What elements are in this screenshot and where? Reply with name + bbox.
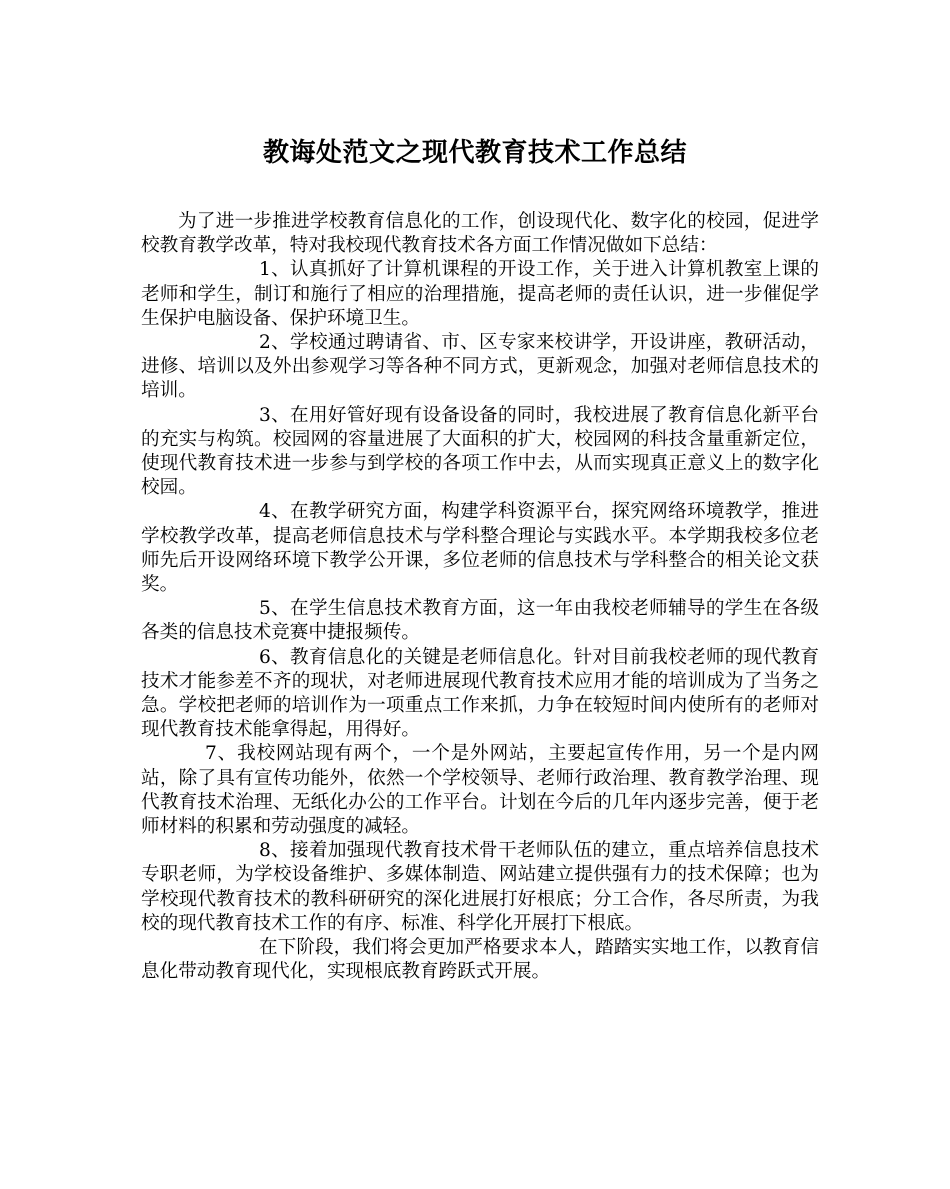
paragraph-item-3: 3、在用好管好现有设备设备的同时，我校进展了教育信息化新平台的充实与构筑。校园网的容量进展了大面积的扩大，校园网的科技含量重新定位，使现代教育技术进一步参与到学校的各项工作中去，从而实现真正意义上的数字化校园。 xyxy=(141,404,819,499)
paragraph-item-6: 6、教育信息化的关键是老师信息化。针对目前我校老师的现代教育技术才能参差不齐的现状，对老师进展现代教育技术应用才能的培训成为了当务之急。学校把老师的培训作为一项重点工作来抓，力争在较短时间内使所有的老师对现代教育技术能拿得起，用得好。 xyxy=(141,646,819,741)
paragraph-item-8: 8、接着加强现代教育技术骨干老师队伍的建立，重点培养信息技术专职老师，为学校设备维护、多媒体制造、网站建立提供强有力的技术保障；也为学校现代教育技术的教科研研究的深化进展打好根底；分工合作，各尽所责，为我校的现代教育技术工作的有序、标准、科学化开展打下根底。 xyxy=(141,840,819,934)
paragraph-item-5: 5、在学生信息技术教育方面，这一年由我校老师辅导的学生在各级各类的信息技术竞赛中捷报频传。 xyxy=(141,598,819,644)
document-body xyxy=(141,210,819,985)
paragraph-conclusion: 在下阶段，我们将会更加严格要求本人，踏踏实实地工作，以教育信息化带动教育现代化，实现根底教育跨跃式开展。 xyxy=(141,937,819,983)
paragraph-item-2: 2、学校通过聘请省、市、区专家来校讲学，开设讲座，教研活动，进修、培训以及外出参观学习等各种不同方式，更新观念，加强对老师信息技术的培训。 xyxy=(141,332,819,402)
paragraph-item-4: 4、在教学研究方面，构建学科资源平台，探究网络环境教学，推进学校教学改革，提高老师信息技术与学科整合理论与实践水平。本学期我校多位老师先后开设网络环境下教学公开课，多位老师的信息技术与学科整合的相关论文获奖。 xyxy=(141,501,819,596)
paragraph-intro: 为了进一步推进学校教育信息化的工作，创设现代化、数字化的校园，促进学校教育教学改革，特对我校现代教育技术各方面工作情况做如下总结： xyxy=(141,211,819,257)
paragraph-item-1: 1、认真抓好了计算机课程的开设工作，关于进入计算机教室上课的老师和学生，制订和施行了相应的治理措施，提高老师的责任认识，进一步催促学生保护电脑设备、保护环境卫生。 xyxy=(141,259,819,329)
paragraph-item-7: 7、我校网站现有两个，一个是外网站，主要起宣传作用，另一个是内网站，除了具有宣传功能外，依然一个学校领导、老师行政治理、教育教学治理、现代教育技术治理、无纸化办公的工作平台。计划在今后的几年内逐步完善，便于老师材料的积累和劳动强度的减轻。 xyxy=(141,743,819,838)
document-title: 教诲处范文之现代教育技术工作总结 xyxy=(262,138,687,168)
